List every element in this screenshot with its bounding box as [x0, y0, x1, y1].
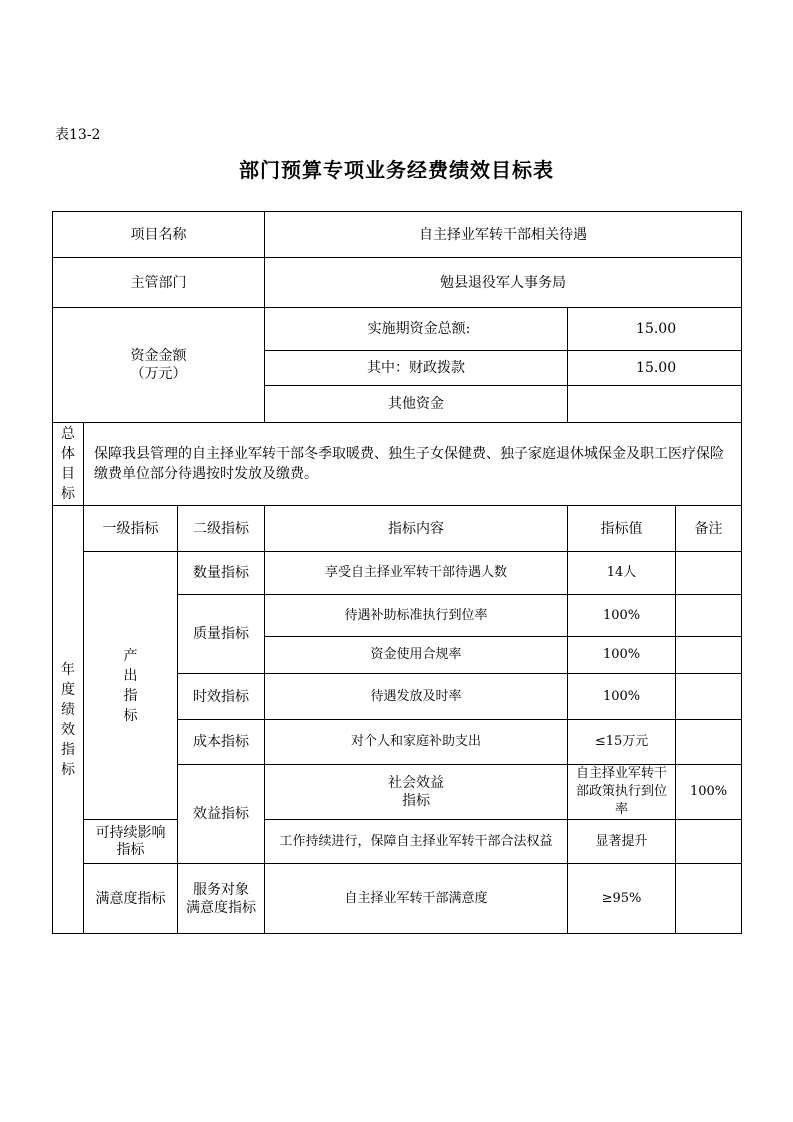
social-indicator — [265, 765, 568, 820]
table-row — [53, 552, 742, 595]
timeliness-indicator: 时效指标 — [178, 674, 265, 720]
quantity-content: 享受自主择业军转干部待遇人数 — [265, 552, 568, 595]
header-remark: 备注 — [676, 506, 742, 552]
cost-remark — [676, 720, 742, 765]
satisfaction-value: ≥95% — [568, 864, 676, 934]
funds-label-line2: （万元） — [130, 366, 187, 382]
annual-header-row — [53, 506, 742, 552]
department-row — [53, 258, 742, 308]
document-title: 部门预算专项业务经费绩效目标表 — [239, 158, 554, 182]
funds-label-line1: 资金金额 — [130, 348, 187, 364]
table-number: 表13-2 — [55, 127, 101, 143]
timeliness-content: 待遇发放及时率 — [265, 674, 568, 720]
overall-goal-label: 总体目标 — [53, 423, 84, 506]
sustain-remark — [676, 820, 742, 864]
social-indicator-line2: 指标 — [402, 793, 431, 809]
header-level1: 一级指标 — [84, 506, 178, 552]
funds-total-row — [53, 308, 742, 351]
department-value: 勉县退役军人事务局 — [265, 258, 742, 308]
project-name-row — [53, 212, 742, 258]
satisfaction-indicator — [178, 864, 265, 934]
sustain-value: 显著提升 — [568, 820, 676, 864]
satisfaction-remark — [676, 864, 742, 934]
quality-remark-2 — [676, 637, 742, 674]
cost-indicator: 成本指标 — [178, 720, 265, 765]
funds-other-label: 其他资金 — [265, 386, 568, 423]
header-value: 指标值 — [568, 506, 676, 552]
project-name-label: 项目名称 — [53, 212, 265, 258]
quantity-value: 14人 — [568, 552, 676, 595]
satisfaction-indicator-line1: 服务对象 — [193, 881, 250, 898]
sustain-content: 工作持续进行，保障自主择业军转干部合法权益 — [265, 820, 568, 864]
funds-label — [53, 308, 265, 423]
funds-total-label: 实施期资金总额: — [265, 308, 568, 351]
table-row — [53, 820, 742, 864]
social-value: 100% — [676, 765, 742, 820]
annual-indicators-label: 年度绩效指标 — [53, 506, 84, 934]
performance-table — [52, 211, 742, 934]
output-indicators-label: 产出指标 — [84, 552, 178, 820]
cost-value: ≤15万元 — [568, 720, 676, 765]
funds-total-value: 15.00 — [568, 308, 742, 351]
quantity-remark — [676, 552, 742, 595]
department-label: 主管部门 — [53, 258, 265, 308]
benefit-indicators-label: 效益指标 — [178, 765, 265, 864]
satisfaction-indicators-label: 满意度指标 — [84, 864, 178, 934]
timeliness-remark — [676, 674, 742, 720]
header-content: 指标内容 — [265, 506, 568, 552]
sustain-indicator-line2: 指标 — [116, 841, 145, 858]
project-name-value: 自主择业军转干部相关待遇 — [265, 212, 742, 258]
satisfaction-content: 自主择业军转干部满意度 — [265, 864, 568, 934]
funds-fiscal-value: 15.00 — [568, 351, 742, 386]
header-level2: 二级指标 — [178, 506, 265, 552]
overall-goal-text: 保障我县管理的自主择业军转干部冬季取暖费、独生子女保健费、独子家庭退休城保金及职工医疗保险缴费单位部分待遇按时发放及缴费。 — [84, 423, 742, 506]
social-indicator-line1: 社会效益 — [388, 775, 445, 791]
timeliness-value: 100% — [568, 674, 676, 720]
quality-content-1: 待遇补助标准执行到位率 — [265, 595, 568, 637]
social-content: 自主择业军转干部政策执行到位率 — [568, 765, 676, 820]
quality-content-2: 资金使用合规率 — [265, 637, 568, 674]
funds-fiscal-label: 其中：财政拨款 — [265, 351, 568, 386]
sustain-indicator-line1: 可持续影响 — [95, 824, 166, 841]
overall-goal-row — [53, 423, 742, 506]
table-row — [53, 864, 742, 934]
quality-value-1: 100% — [568, 595, 676, 637]
quality-value-2: 100% — [568, 637, 676, 674]
quality-remark-1 — [676, 595, 742, 637]
cost-content: 对个人和家庭补助支出 — [265, 720, 568, 765]
funds-other-value — [568, 386, 742, 423]
sustain-indicator — [84, 820, 178, 864]
quality-indicator: 质量指标 — [178, 595, 265, 674]
quantity-indicator: 数量指标 — [178, 552, 265, 595]
satisfaction-indicator-line2: 满意度指标 — [186, 899, 257, 916]
